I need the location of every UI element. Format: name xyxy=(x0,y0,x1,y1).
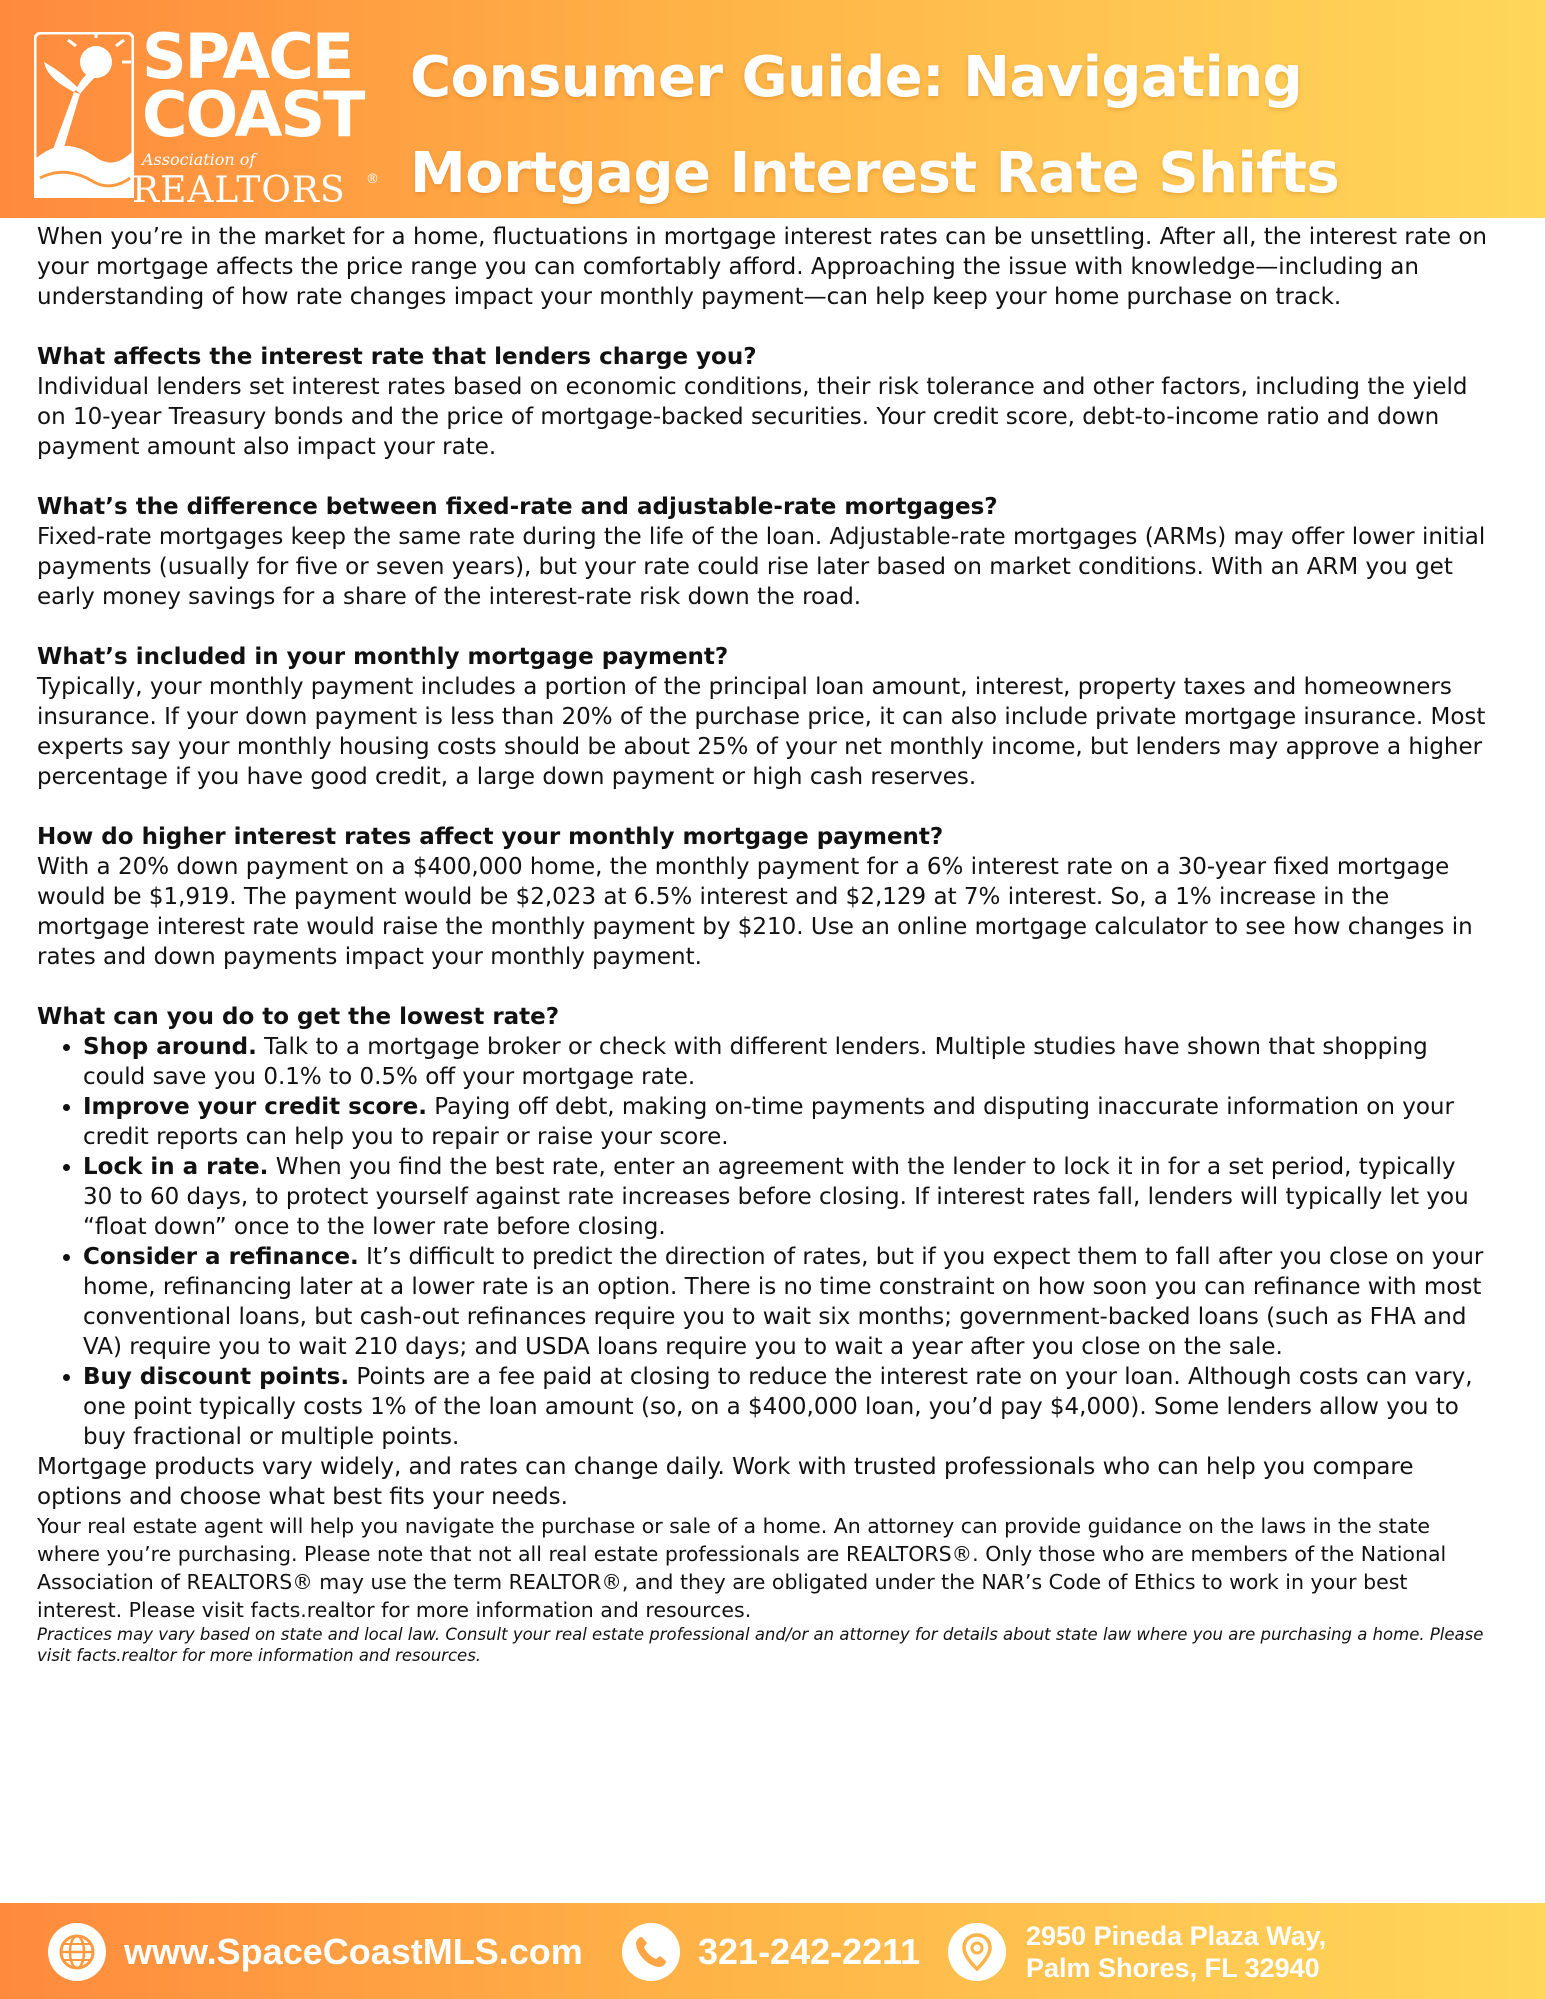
tips-heading: What can you do to get the lowest rate? xyxy=(37,1004,560,1030)
list-item xyxy=(83,1032,1487,1092)
list-item xyxy=(83,1092,1487,1152)
location-pin-icon xyxy=(948,1923,1006,1981)
tip-lead: Improve your credit score. xyxy=(83,1094,427,1120)
footer-bar xyxy=(0,1903,1545,1999)
section-heading: What’s included in your monthly mortgage payment? xyxy=(37,644,729,670)
space-coast-realtors-logo xyxy=(34,20,379,211)
tip-text: It’s difficult to predict the direction of rates, but if you expect them to fall after you close on your home, refinancing later at a lower rate is an option. There is no time constraint on how soon you can refinance with most conventional loans, but cash-out refinances require you to wait six months; government-backed loans (such as FHA and VA) require you to wait 210 days; and USDA loans require you to wait a year after you close on the sale. xyxy=(83,1244,1484,1360)
guide-content xyxy=(37,222,1487,1666)
tip-text: Paying off debt, making on-time payments and disputing inaccurate information on your credit reports can help you to repair or raise your score. xyxy=(83,1094,1454,1150)
logo-realtors-text: REALTORS xyxy=(132,170,346,211)
list-item xyxy=(83,1362,1487,1452)
closing-paragraph: Mortgage products vary widely, and rates can change daily. Work with trusted professionals who can help you compare options and choose what best fits your needs. xyxy=(37,1454,1414,1510)
list-item xyxy=(83,1242,1487,1362)
disclaimer-paragraph: Your real estate agent will help you navigate the purchase or sale of a home. An attorney can provide guidance on the laws in the state where you’re purchasing. Please note that not all real estate professionals are REALTORS®. Only those who are members of the National Association of REALTORS® may use the term REALTOR®, and they are obligated under the NAR’s Code of Ethics to work in your best interest. Please visit facts.realtor for more information and resources. xyxy=(37,1514,1447,1622)
address-line-1: 2950 Pineda Plaza Way, xyxy=(1026,1921,1327,1951)
globe-icon xyxy=(48,1923,106,1981)
tip-text: Talk to a mortgage broker or check with different lenders. Multiple studies have shown that shopping could save you 0.1% to 0.5% off your mortgage rate. xyxy=(83,1034,1428,1090)
tip-lead: Shop around. xyxy=(83,1034,257,1060)
logo-word-coast: COAST xyxy=(142,78,364,151)
tip-text: When you find the best rate, enter an agreement with the lender to lock it in for a set period, typically 30 to 60 days, to protect yourself against rate increases before closing. If interest rates fall, lenders will typically let you “float down” once to the lower rate before closing. xyxy=(83,1154,1469,1240)
tip-lead: Buy discount points. xyxy=(83,1364,350,1390)
intro-paragraph: When you’re in the market for a home, fluctuations in mortgage interest rates can be unsettling. After all, the interest rate on your mortgage affects the price range you can comfortably afford. Approaching the issue with knowledge—including an understanding of how rate changes impact your monthly payment—can help keep your home purchase on track. xyxy=(37,224,1487,310)
list-item xyxy=(83,1152,1487,1242)
logo-association-text: Association of xyxy=(142,150,256,169)
tip-lead: Consider a refinance. xyxy=(83,1244,359,1270)
legal-notice: Practices may vary based on state and local law. Consult your real estate professional and/or an attorney for details about state law where you are purchasing a home. Please visit facts.realtor for more information and resources. xyxy=(37,1625,1484,1665)
section-body: Typically, your monthly payment includes a portion of the principal loan amount, interest, property taxes and homeowners insurance. If your down payment is less than 20% of the purchase price, it can also include private mortgage insurance. Most experts say your monthly housing costs should be about 25% of your net monthly income, but lenders may approve a higher percentage if you have good credit, a large down payment or high cash reserves. xyxy=(37,674,1486,790)
logo-mark-icon xyxy=(34,32,134,198)
logo-registered-mark: ® xyxy=(366,172,379,187)
section-body: With a 20% down payment on a $400,000 home, the monthly payment for a 6% interest rate on a 30-year fixed mortgage would be $1,919. The payment would be $2,023 at 6.5% interest and $2,129 at 7% interest. So, a 1% increase in the mortgage interest rate would raise the monthly payment by $210. Use an online mortgage calculator to see how changes in rates and down payments impact your monthly payment. xyxy=(37,854,1473,970)
phone-icon xyxy=(622,1923,680,1981)
page-title: Consumer Guide: Navigating Mortgage Interest Rate Shifts xyxy=(410,45,1340,206)
header-banner xyxy=(0,0,1545,218)
address-line-2: Palm Shores, FL 32940 xyxy=(1026,1953,1320,1983)
section-body: Fixed-rate mortgages keep the same rate during the life of the loan. Adjustable-rate mortgages (ARMs) may offer lower initial payments (usually for five or seven years), but your rate could rise later based on market conditions. With an ARM you get early money savings for a share of the interest-rate risk down the road. xyxy=(37,524,1486,610)
section-body: Individual lenders set interest rates based on economic conditions, their risk tolerance and other factors, including the yield on 10-year Treasury bonds and the price of mortgage-backed securities. Your credit score, debt-to-income ratio and down payment amount also impact your rate. xyxy=(37,374,1468,460)
tip-lead: Lock in a rate. xyxy=(83,1154,269,1180)
section-heading: What’s the difference between fixed-rate and adjustable-rate mortgages? xyxy=(37,494,998,520)
tip-text: Points are a fee paid at closing to reduce the interest rate on your loan. Although costs can vary, one point typically costs 1% of the loan amount (so, on a $400,000 loan, you’d pay $4,000). Some lenders allow you to buy fractional or multiple points. xyxy=(83,1364,1473,1450)
section-heading: What affects the interest rate that lenders charge you? xyxy=(37,344,757,370)
website-link[interactable]: www.SpaceCoastMLS.com xyxy=(124,1931,583,1972)
section-heading: How do higher interest rates affect your monthly mortgage payment? xyxy=(37,824,944,850)
phone-number[interactable]: 321-242-2211 xyxy=(698,1931,921,1972)
tips-list xyxy=(37,1032,1487,1452)
logo-word-space: SPACE xyxy=(142,20,353,93)
